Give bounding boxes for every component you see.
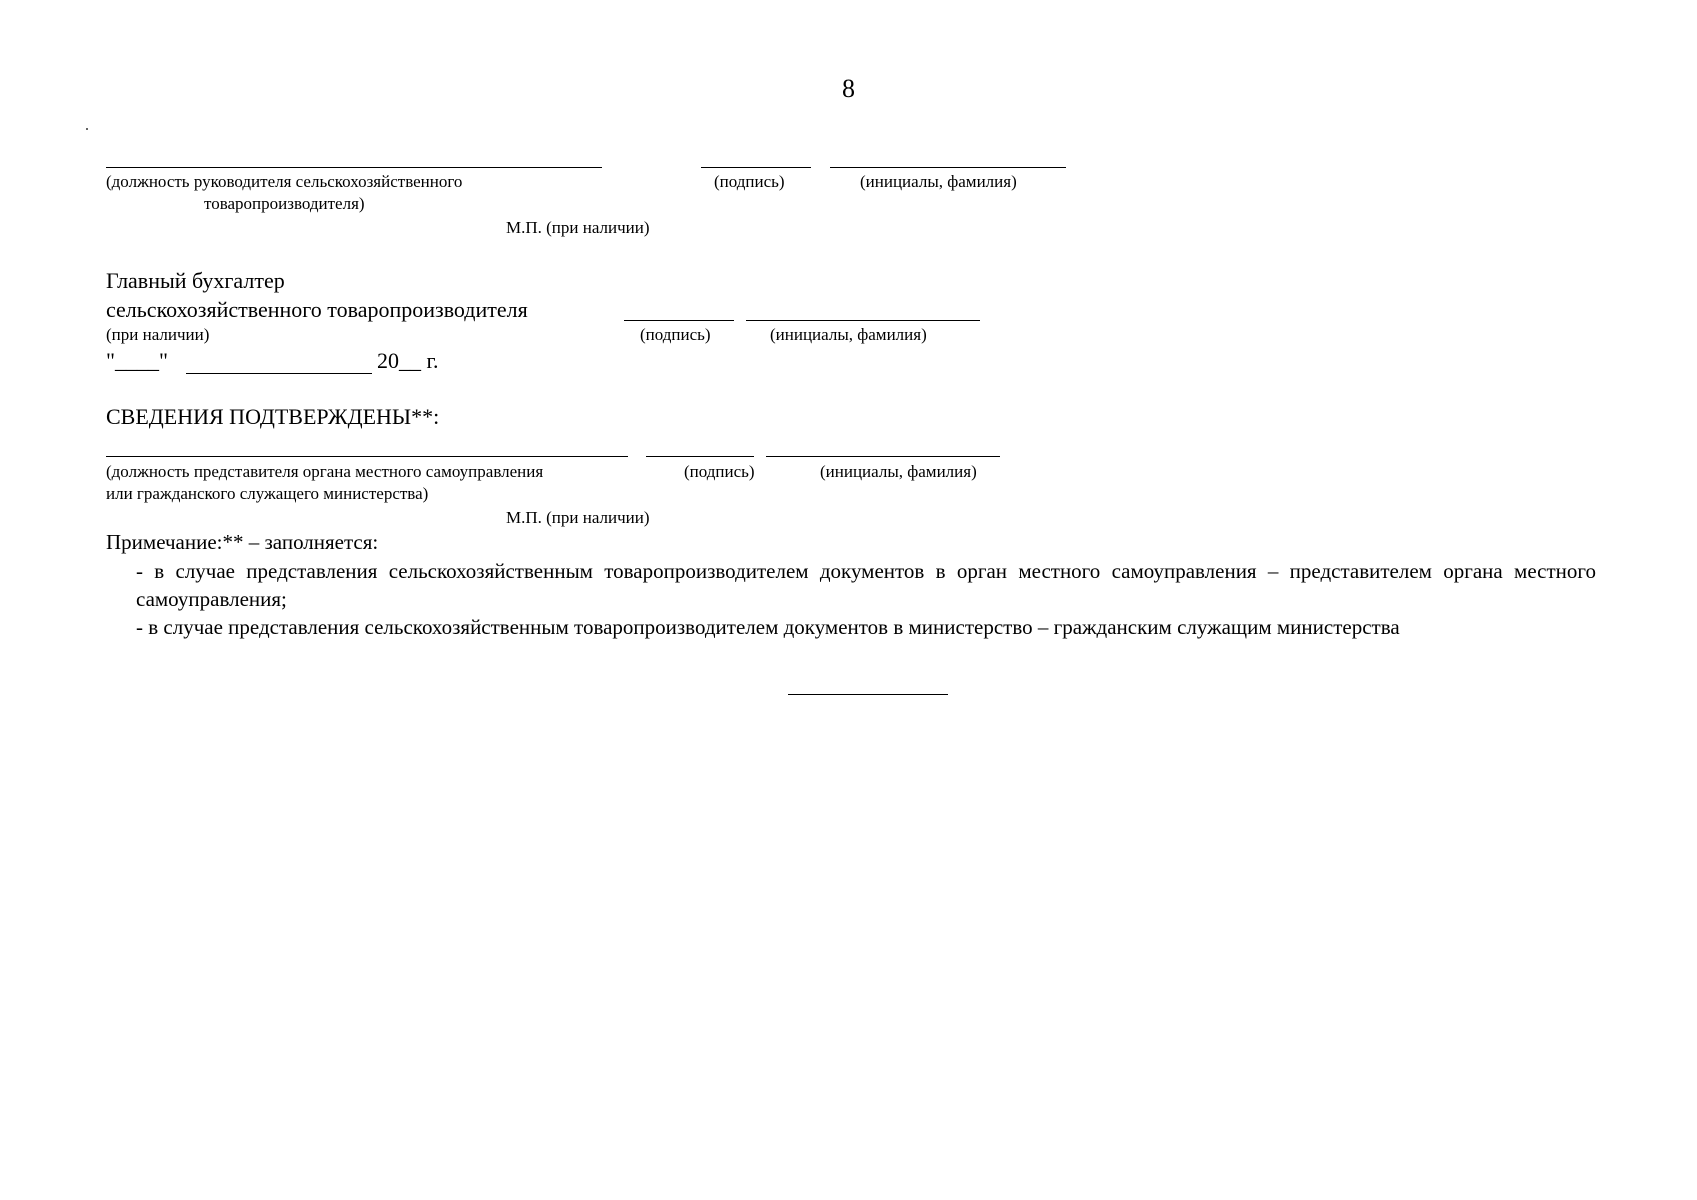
- accountant-title-cont: сельскохозяйственного товаропроизводителя: [106, 297, 528, 322]
- representative-stamp-label: М.П. (при наличии): [506, 508, 650, 527]
- representative-initials-label: (инициалы, фамилия): [820, 462, 977, 481]
- date-month-line: [186, 373, 372, 374]
- closing-rule: [788, 694, 948, 695]
- representative-initials-line: [766, 456, 1000, 457]
- manager-signature-label: (подпись): [714, 172, 785, 191]
- manager-position-label-cont: товаропроизводителя): [204, 194, 365, 213]
- manager-initials-label: (инициалы, фамилия): [860, 172, 1017, 191]
- confirmation-heading: СВЕДЕНИЯ ПОДТВЕРЖДЕНЫ**:: [106, 404, 440, 429]
- accountant-signature-label: (подпись): [640, 325, 711, 344]
- accountant-initials-line: [746, 320, 980, 321]
- accountant-signature-line: [624, 320, 734, 321]
- representative-position-label: (должность представителя органа местного самоуправления: [106, 462, 544, 481]
- date-day: "____": [106, 348, 168, 373]
- signature-blank-line: [701, 167, 811, 168]
- representative-signature-label: (подпись): [684, 462, 755, 481]
- scan-dot: [86, 128, 88, 130]
- accountant-title: Главный бухгалтер: [106, 268, 285, 293]
- representative-signature-line: [646, 456, 754, 457]
- note-item-local-government: - в случае представления сельскохозяйственным товаропроизводителем документов в орган местного самоуправления – представителем органа местного самоуправления;: [136, 559, 1596, 611]
- page-number: 8: [842, 74, 855, 103]
- manager-stamp-label: М.П. (при наличии): [506, 218, 650, 237]
- representative-position-label-cont: или гражданского служащего министерства): [106, 484, 429, 503]
- note-heading: Примечание:** – заполняется:: [106, 530, 379, 554]
- accountant-presence-label: (при наличии): [106, 325, 210, 344]
- position-blank-line: [106, 167, 602, 168]
- manager-position-label: (должность руководителя сельскохозяйственного: [106, 172, 463, 191]
- initials-blank-line: [830, 167, 1066, 168]
- note-item-ministry: - в случае представления сельскохозяйственным товаропроизводителем документов в министерство – гражданским служащим министерства: [136, 615, 1400, 639]
- representative-position-line: [106, 456, 628, 457]
- date-year: 20__ г.: [377, 348, 439, 373]
- accountant-initials-label: (инициалы, фамилия): [770, 325, 927, 344]
